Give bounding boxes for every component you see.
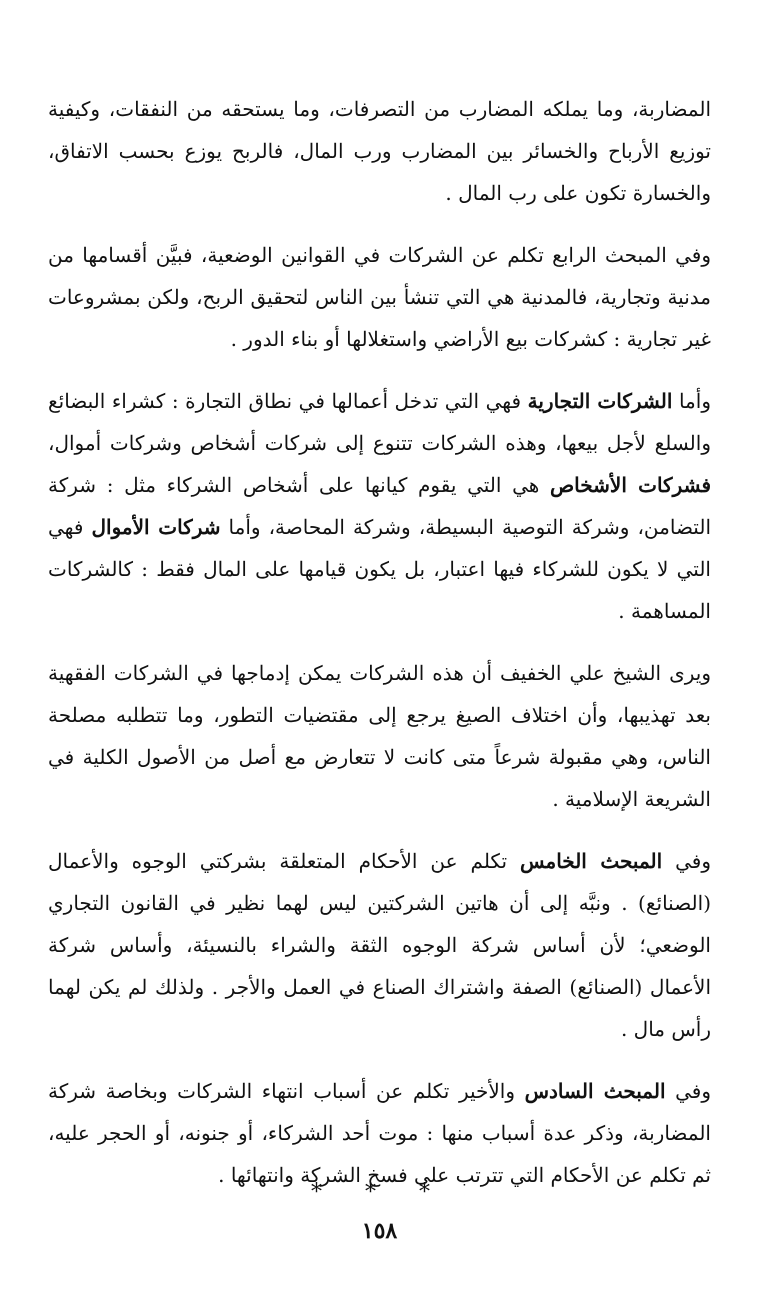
paragraph: [48, 234, 711, 360]
body-text: [48, 88, 711, 1196]
text-segment: المضاربة، وما يملكه المضارب من التصرفات، وما يستحقه من النفقات، وكيفية توزيع الأرباح والخسائر بين المضارب ورب المال، فالربح يوزع بحسب الاتفاق، والخسارة تكون على رب المال .: [48, 97, 711, 205]
text-segment: هي التي يقوم كيانها على أشخاص الشركاء مثل : شركة التضامن، وشركة التوصية البسيطة، وشركة المحاصة، وأما: [48, 473, 711, 539]
paragraph: [48, 380, 711, 632]
paragraph: [48, 652, 711, 820]
bold-heading-phrase: شركات الأموال: [91, 515, 221, 539]
text-segment: فهي التي لا يكون للشركاء فيها اعتبار، بل يكون قيامها على المال فقط : كالشركات المساهمة .: [48, 515, 711, 623]
page-number: ١٥٨: [361, 1218, 398, 1244]
paragraph: [48, 840, 711, 1050]
text-segment: تكلم عن الأحكام المتعلقة بشركتي الوجوه والأعمال (الصنائع) . ونبَّه إلى أن هاتين الشركتين ليس لهما نظير في القانون التجاري الوضعي؛ لأن أساس شركة الوجوه الثقة والشراء بالنسيئة، وأساس شركة الأعمال (الصنائع) الصفة واشتراك الصناع في العمل والأجر . ولذلك لم يكن لهما رأس مال .: [48, 849, 711, 1041]
paragraph: [48, 1070, 711, 1196]
section-ornament: * * *: [311, 1180, 448, 1205]
bold-heading-phrase: المبحث الخامس: [519, 849, 663, 873]
text-segment: وفي المبحث الرابع تكلم عن الشركات في القوانين الوضعية، فبيَّن أقسامها من مدنية وتجارية، فالمدنية هي التي تنشأ بين الناس لتحقيق الربح، ولكن بمشروعات غير تجارية : كشركات بيع الأراضي واستغلالها أو بناء الدور .: [48, 243, 711, 351]
text-segment: والأخير تكلم عن أسباب انتهاء الشركات وبخاصة شركة المضاربة، وذكر عدة أسباب منها : موت أحد الشركاء، أو جنونه، أو الحجر عليه، ثم تكلم عن الأحكام التي تترتب على فسخ الشركة وانتهائها .: [48, 1079, 711, 1187]
text-segment: ويرى الشيخ علي الخفيف أن هذه الشركات يمكن إدماجها في الشركات الفقهية بعد تهذيبها، وأن اختلاف الصيغ يرجع إلى مقتضيات التطور، وما تتطلبه مصلحة الناس، وهي مقبولة شرعاً متى كانت لا تتعارض مع أصل من الأصول الكلية في الشريعة الإسلامية .: [48, 661, 711, 811]
bold-heading-phrase: فشركات الأشخاص: [549, 473, 712, 497]
paragraph: [48, 88, 711, 214]
text-segment: وفي: [665, 1079, 711, 1103]
text-segment: فهي التي تدخل أعمالها في نطاق التجارة : كشراء البضائع والسلع لأجل بيعها، وهذه الشركات تتنوع إلى شركات أشخاص وشركات أموال،: [48, 389, 711, 455]
bold-heading-phrase: المبحث السادس: [524, 1079, 666, 1103]
text-segment: وفي: [662, 849, 712, 873]
bold-heading-phrase: الشركات التجارية: [527, 389, 673, 413]
text-segment: وأما: [672, 389, 711, 413]
